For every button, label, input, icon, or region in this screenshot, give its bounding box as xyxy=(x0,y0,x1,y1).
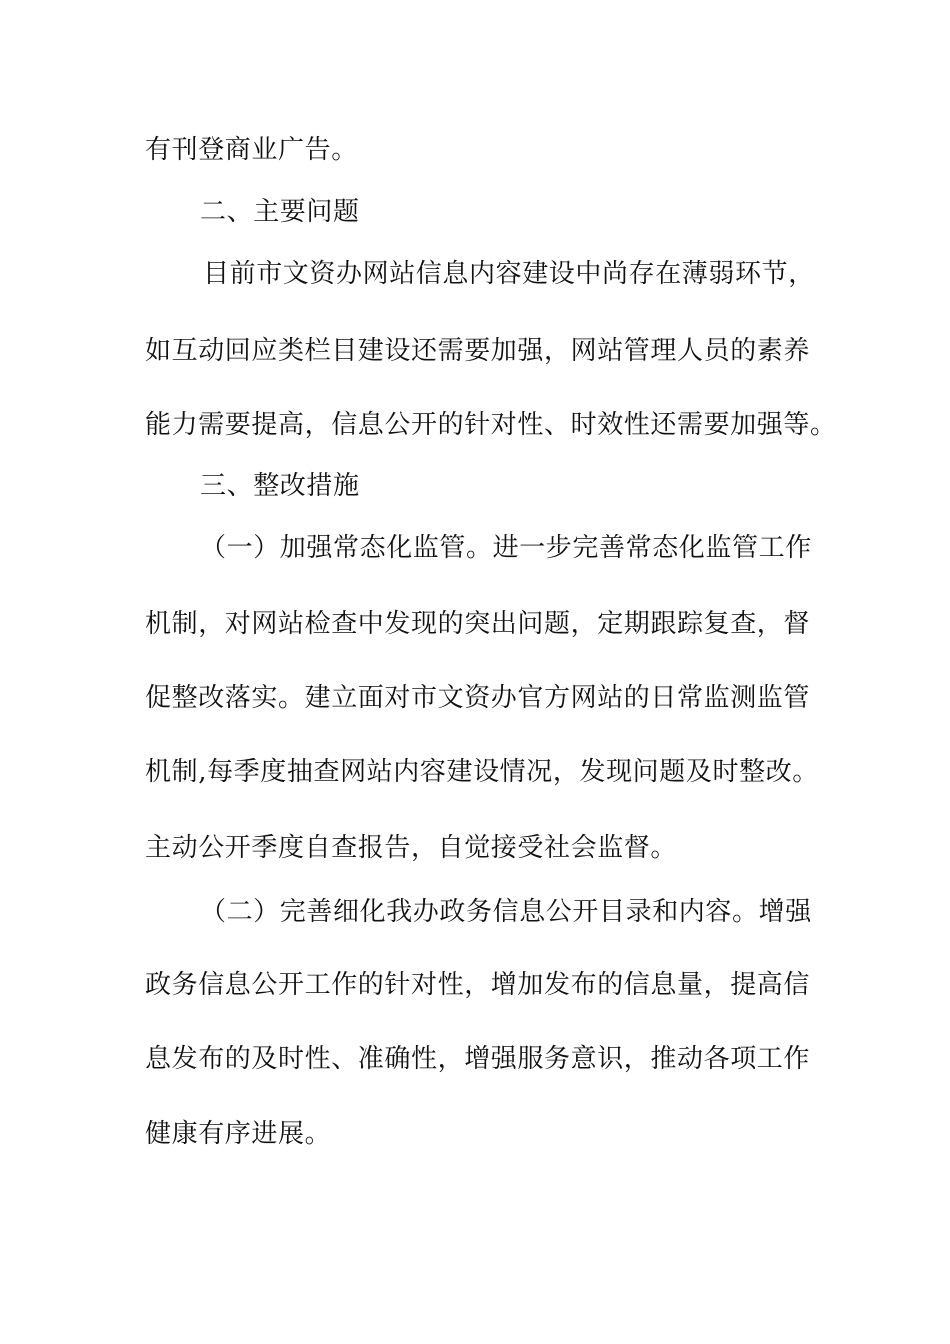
paragraph-line: 目前市文资办网站信息内容建设中尚存在薄弱环节， xyxy=(203,259,815,289)
paragraph-line: （一）加强常态化监管。进一步完善常态化监管工作 xyxy=(200,533,812,563)
paragraph-line: 息发布的及时性、准确性，增强服务意识，推动各项工作 xyxy=(145,1044,811,1074)
paragraph-line: 能力需要提高，信息公开的针对性、时效性还需要加强等。 xyxy=(145,410,837,440)
section-heading: 三、整改措施 xyxy=(200,471,360,501)
paragraph-line: 促整改落实。建立面对市文资办官方网站的日常监测监管 xyxy=(145,683,811,713)
paragraph-line: 有刊登商业广告。 xyxy=(145,135,358,165)
paragraph-line: 如互动回应类栏目建设还需要加强，网站管理人员的素养 xyxy=(145,336,811,366)
paragraph-line: （二）完善细化我办政务信息公开目录和内容。增强 xyxy=(200,897,812,927)
paragraph-line: 政务信息公开工作的针对性，增加发布的信息量，提高信 xyxy=(145,970,811,1000)
section-heading: 二、主要问题 xyxy=(200,197,360,227)
paragraph-line: 健康有序进展。 xyxy=(145,1119,332,1149)
paragraph-line: 主动公开季度自查报告，自觉接受社会监督。 xyxy=(145,833,678,863)
paragraph-line: 机制，对网站检查中发现的突出问题，定期跟踪复查，督 xyxy=(145,609,811,639)
paragraph-line: 机制,每季度抽查网站内容建设情况，发现问题及时整改。 xyxy=(145,757,819,787)
